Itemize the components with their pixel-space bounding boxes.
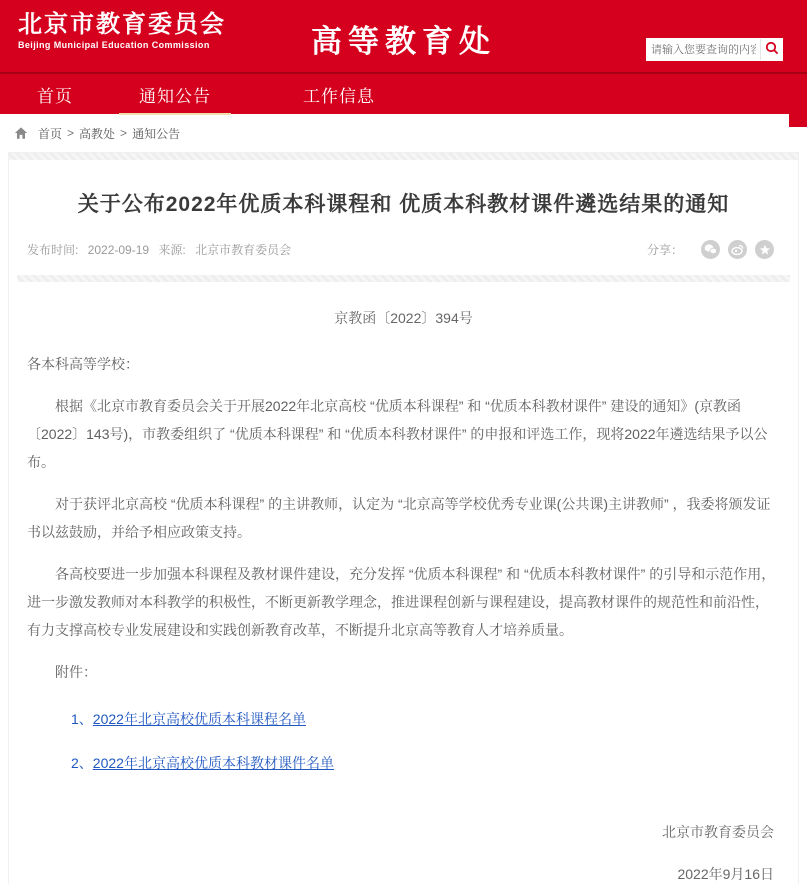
main-nav: [0, 72, 807, 114]
search-input[interactable]: [647, 44, 760, 56]
search-box: [646, 38, 783, 61]
breadcrumb: [0, 114, 807, 152]
meta-left: [27, 241, 297, 258]
breadcrumb-current: 通知公告: [132, 126, 181, 141]
salutation: 各本科高等学校：: [27, 356, 139, 372]
site-header: [0, 0, 807, 72]
nav-tab-notices[interactable]: 通知公告: [137, 73, 213, 116]
star-icon: [759, 244, 771, 256]
attachment-item: [71, 708, 780, 730]
attachment-link-courseware-list[interactable]: 2022年北京高校优质本科教材课件名单: [92, 755, 334, 771]
home-icon: [14, 126, 28, 140]
article-container: [8, 152, 799, 884]
article-meta: [27, 240, 774, 259]
logo-title-en: Beijing Municipal Education Commission: [18, 40, 210, 50]
wechat-icon: [704, 244, 717, 255]
publish-time-value: 2022-09-19: [87, 243, 150, 257]
magnifier-icon: [765, 41, 779, 58]
attachment-number: 1、: [71, 711, 93, 727]
document-number: 京教函〔2022〕394号: [334, 310, 473, 326]
attachments-label: 附件：: [55, 664, 97, 680]
signature-date: 2022年9月16日: [677, 866, 774, 882]
weibo-icon: [731, 244, 744, 255]
nav-tab-home[interactable]: 首页: [37, 86, 73, 106]
attachment-item: [71, 752, 780, 774]
meta-divider: [17, 275, 790, 282]
article-body: [9, 350, 798, 774]
attachment-number: 2、: [71, 755, 93, 771]
paragraph: 对于获评北京高校 “优质本科课程” 的主讲教师，认定为 “北京高等学校优秀专业课(公共课)主讲教师” ，我委将颁发证书以兹鼓励，并给予相应政策支持。: [27, 496, 771, 540]
breadcrumb-section[interactable]: 高教处: [79, 126, 116, 141]
breadcrumb-separator: >: [67, 126, 75, 140]
share-bar: [647, 240, 774, 259]
logo-title-cn: 北京市教育委员会: [18, 11, 226, 38]
share-label: 分享：: [646, 243, 683, 257]
source-label: 来源:: [158, 243, 186, 257]
nav-tab-work-info[interactable]: 工作信息: [303, 86, 375, 106]
attachment-link-course-list[interactable]: 2022年北京高校优质本科课程名单: [92, 711, 306, 727]
paragraph: 根据《北京市教育委员会关于开展2022年北京高校 “优质本科课程” 和 “优质本科教材课件” 建设的通知》(京教函〔2022〕143号)，市教委组织了 “优质本科课程” 和 “优质本科教材课件” 的申报和评选工作，现将2022年遴选结果予以公布。: [27, 398, 768, 470]
star-share-button[interactable]: [755, 240, 774, 259]
breadcrumb-separator: >: [120, 126, 128, 140]
signature-block: [9, 822, 798, 884]
wechat-share-button[interactable]: [701, 240, 720, 259]
signature-org: 北京市教育委员会: [662, 824, 774, 840]
paragraph: 各高校要进一步加强本科课程及教材课件建设，充分发挥 “优质本科课程” 和 “优质本科教材课件” 的引导和示范作用，进一步激发教师对本科教学的积极性，不断更新教学理念，推进课程创新与课程建设，提高教材课件的规范性和前沿性，有力支撑高校专业发展建设和实践创新教育改革，不断提升北京高等教育人才培养质量。: [27, 566, 776, 638]
content-top-divider: [9, 153, 798, 160]
source-value: 北京市教育委员会: [195, 243, 292, 257]
page-title: 高等教育处: [311, 24, 496, 59]
article-title: 关于公布2022年优质本科课程和 优质本科教材课件遴选结果的通知: [77, 193, 730, 216]
publish-time-label: 发布时间:: [27, 243, 79, 257]
search-button[interactable]: [760, 39, 782, 60]
weibo-share-button[interactable]: [728, 240, 747, 259]
breadcrumb-home[interactable]: 首页: [38, 126, 63, 141]
side-float-tab[interactable]: [789, 100, 807, 127]
